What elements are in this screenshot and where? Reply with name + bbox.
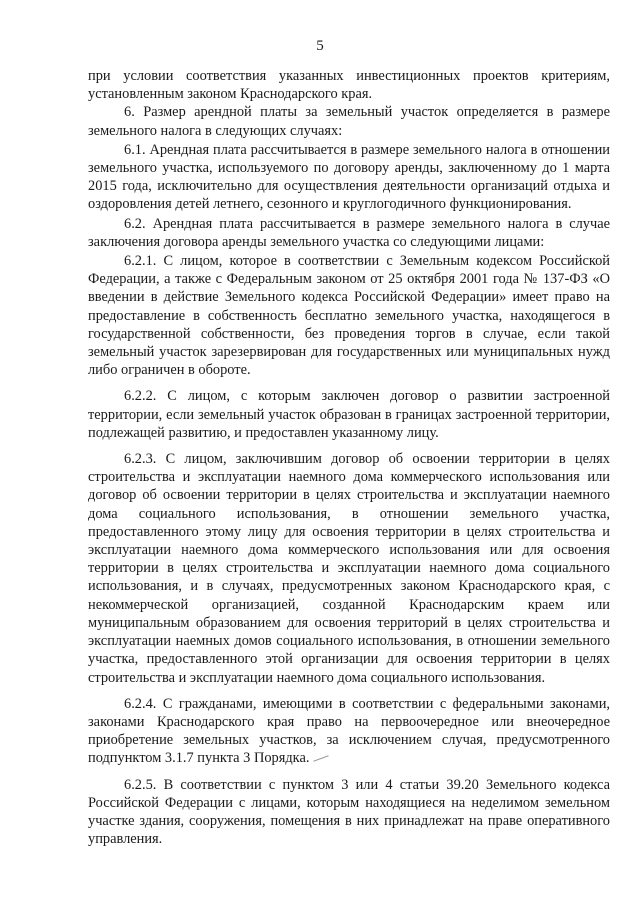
paragraph-item-6-1: 6.1. Арендная плата рассчитывается в размере земельного налога в отношении земельного участка, используемого по договору аренды, заключенному до 1 марта 2015 года, исключительно для осуществления деятельности организаций отдыха и оздоровления детей летнего, сезонного и круглогодичного функционирования.	[88, 141, 610, 213]
pen-mark	[313, 756, 331, 762]
paragraph-item-6-2-2: 6.2.2. С лицом, с которым заключен договор о развитии застроенной территории, если земельный участок образован в границах застроенной территории, подлежащей развитию, и предоставлен указанному лицу.	[88, 388, 610, 441]
paragraph-item-6: 6. Размер арендной платы за земельный участок определяется в размере земельного налога в следующих случаях:	[88, 104, 610, 139]
paragraph-continuation: при условии соответствия указанных инвестиционных проектов критериям, установленным законом Краснодарского края.	[88, 68, 610, 103]
paragraph-item-6-2: 6.2. Арендная плата рассчитывается в размере земельного налога в случае заключения договора аренды земельного участка со следующими лицами:	[88, 215, 610, 250]
document-body	[88, 67, 610, 848]
page-number: 5	[316, 38, 324, 54]
paragraph-item-6-2-1: 6.2.1. С лицом, которое в соответствии с Земельным кодексом Российской Федерации, а также с Федеральным законом от 25 октября 2001 года № 137-ФЗ «О введении в действие Земельного кодекса Российской Федерации» имеет право на предоставление в собственность бесплатно земельного участка, находящегося в государственной собственности, без проведения торгов в случае, если такой земельный участок зарезервирован для государственных или муниципальных нужд либо ограничен в обороте.	[88, 253, 610, 379]
paragraph-item-6-2-4-text: 6.2.4. С гражданами, имеющими в соответствии с федеральными законами, законами Краснодарского края право на первоочередное или внеочередное приобретение земельных участков, за исключением случая, предусмотренного подпунктом 3.1.7 пункта 3 Порядка.	[88, 695, 610, 767]
paragraph-item-6-2-4	[88, 695, 610, 768]
paragraph-item-6-2-3: 6.2.3. С лицом, заключившим договор об освоении территории в целях строительства и эксплуатации наемного дома коммерческого использования или договор об освоении территории в целях строительства и эксплуатации наемного дома социального использования, в отношении земельного участка, предоставленного этому лицу для освоения территории в целях строительства и эксплуатации наемного дома коммерческого использования или для освоения территории в целях строительства и эксплуатации наемного дома социального использования, и в случаях, предусмотренных законом Краснодарского края, с некоммерческой организацией, созданной Краснодарским краем или муниципальным образованием для освоения территорий в целях строительства и эксплуатации наемных домов социального использования, в отношении земельного участка, предоставленного этой организации для освоения территории в целях строительства и эксплуатации наемного дома социального использования.	[88, 451, 610, 686]
paragraph-item-6-2-5: 6.2.5. В соответствии с пунктом 3 или 4 статьи 39.20 Земельного кодекса Российской Федерации с лицами, которым находящиеся на неделимом земельном участке здания, сооружения, помещения в них принадлежат на праве оперативного управления.	[88, 776, 610, 848]
